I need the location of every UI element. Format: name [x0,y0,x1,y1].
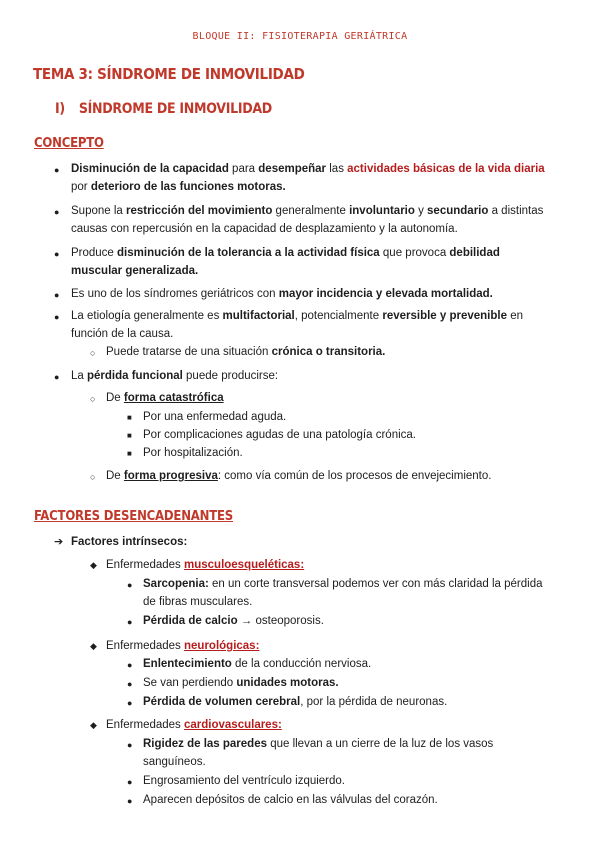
bullet-icon: ● [54,165,60,175]
musc-item-1-line1: Sarcopenia: en un corte transversal podemos ver con más claridad la pérdida [143,578,543,590]
neuro-item-2: Se van perdiendo unidades motoras. [143,677,339,689]
concepto-b6-item: Por una enfermedad aguda. [143,411,287,423]
cardio-heading: Enfermedades cardiovasculares: [106,719,282,731]
concepto-b5-sub: Puede tratarse de una situación crónica o transitoria. [106,346,386,358]
circle-bullet-icon: ○ [90,472,96,482]
bullet-icon: ● [127,796,133,806]
concepto-b5-line1: La etiología generalmente es multifactorial, potencialmente reversible y prevenible en [71,310,523,322]
concepto-b6-sub1: De forma catastrófica [106,392,224,404]
subtitle-number: I) [55,101,65,117]
bullet-icon: ● [127,580,133,590]
diamond-bullet-icon: ◆ [90,641,97,651]
circle-bullet-icon: ○ [90,348,96,358]
concepto-b2-line1: Supone la restricción del movimiento generalmente involuntario y secundario a distintas [71,205,544,217]
bullet-icon: ● [54,207,60,217]
bullet-icon: ● [127,698,133,708]
concepto-b6-item: Por complicaciones agudas de una patología crónica. [143,429,416,441]
concepto-heading: CONCEPTO [34,136,104,151]
bullet-icon: ● [54,290,60,300]
cardio-item-3: Aparecen depósitos de calcio en las válvulas del corazón. [143,794,438,806]
concepto-b5-line2: función de la causa. [71,328,174,340]
concepto-b3-line2: muscular generalizada. [71,265,199,277]
concepto-b6-item: Por hospitalización. [143,447,243,459]
musc-item-1-line2: de fibras musculares. [143,596,253,608]
concepto-b6-sub2: De forma progresiva: como vía común de los procesos de envejecimiento. [106,470,492,482]
diamond-bullet-icon: ◆ [90,560,97,570]
musc-item-2: Pérdida de calcio → osteoporosis. [143,615,324,627]
neuro-item-1: Enlentecimiento de la conducción nerviosa. [143,658,372,670]
factores-heading: FACTORES DESENCADENANTES [34,509,234,524]
square-bullet-icon: ■ [127,413,132,422]
arrow-right-icon: ➔ [54,536,64,548]
bullet-icon: ● [127,660,133,670]
bullet-icon: ● [54,372,60,382]
section-subtitle [55,101,272,117]
concepto-b2-line2: causas con repercusión en la capacidad de desplazamiento y la autonomía. [71,223,458,235]
concepto-b1-line1: Disminución de la capacidad para desempeñar las actividades básicas de la vida diaria [71,163,545,175]
neuro-item-3: Pérdida de volumen cerebral, por la pérdida de neuronas. [143,696,448,708]
subtitle-text: SÍNDROME DE INMOVILIDAD [78,101,272,117]
cardio-item-1-line1: Rigidez de las paredes que llevan a un cierre de la luz de los vasos [143,738,494,750]
circle-bullet-icon: ○ [90,394,96,404]
square-bullet-icon: ■ [127,431,132,440]
page-title: TEMA 3: SÍNDROME DE INMOVILIDAD [33,65,305,83]
neuro-heading: Enfermedades neurológicas: [106,640,260,652]
factores-intrinsecos: Factores intrínsecos: [71,536,188,548]
bullet-icon: ● [127,679,133,689]
bullet-icon: ● [127,777,133,787]
cardio-item-2: Engrosamiento del ventrículo izquierdo. [143,775,346,787]
bullet-icon: ● [127,740,133,750]
concepto-b1-line2: por deterioro de las funciones motoras. [71,181,286,193]
concepto-b3-line1: Produce disminución de la tolerancia a la actividad física que provoca debilidad [71,247,500,259]
square-bullet-icon: ■ [127,449,132,458]
bullet-icon: ● [54,249,60,259]
bullet-icon: ● [54,312,60,322]
diamond-bullet-icon: ◆ [90,720,97,730]
concepto-b4-line1: Es uno de los síndromes geriátricos con mayor incidencia y elevada mortalidad. [71,288,493,300]
page-header: BLOQUE II: FISIOTERAPIA GERIÁTRICA [192,31,408,42]
concepto-b6-line1: La pérdida funcional puede producirse: [71,370,279,382]
bullet-icon: ● [127,617,133,627]
cardio-item-1-line2: sanguíneos. [143,756,206,768]
musc-heading: Enfermedades musculoesqueléticas: [106,559,305,571]
